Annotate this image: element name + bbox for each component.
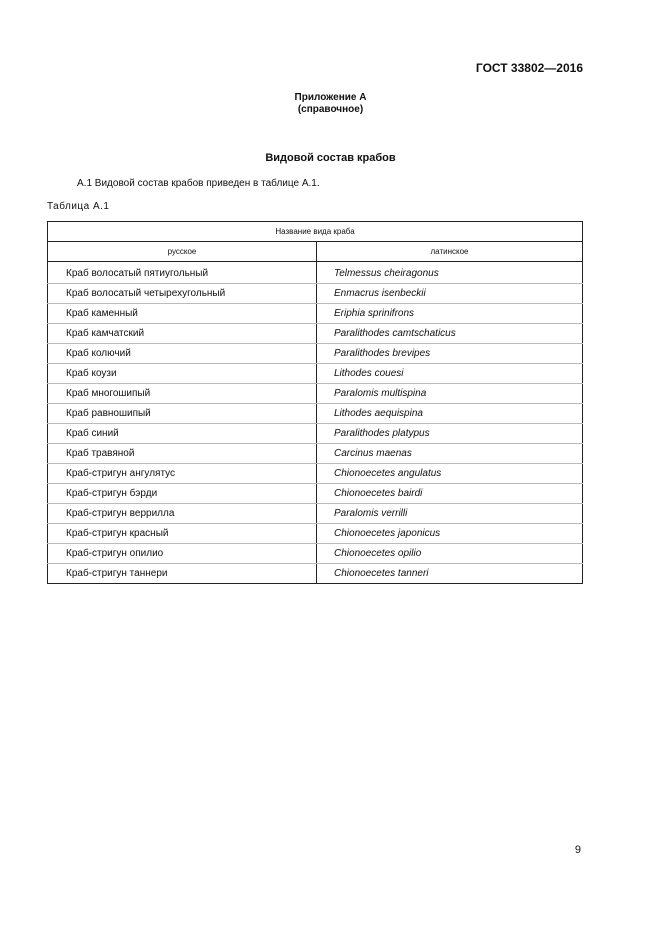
- cell-russian-name: Краб камчатский: [48, 324, 317, 344]
- cell-russian-name: Краб коузи: [48, 364, 317, 384]
- cell-latin-name: Chionoecetes tanneri: [317, 564, 583, 584]
- table-row: [48, 424, 583, 444]
- document-code: ГОСТ 33802—2016: [475, 61, 583, 75]
- table-row: [48, 304, 583, 324]
- table-row: [48, 524, 583, 544]
- cell-latin-name: Paralithodes camtschaticus: [317, 324, 583, 344]
- cell-latin-name: Paralomis multispina: [317, 384, 583, 404]
- table-row: [48, 384, 583, 404]
- appendix-subtitle: (справочное): [297, 104, 364, 115]
- appendix-title: Приложение А: [294, 92, 367, 103]
- cell-russian-name: Краб-стригун веррилла: [48, 504, 317, 524]
- crab-species-table: [47, 221, 583, 584]
- cell-latin-name: Carcinus maenas: [317, 444, 583, 464]
- cell-russian-name: Краб синий: [48, 424, 317, 444]
- table-row: [48, 544, 583, 564]
- cell-russian-name: Краб волосатый пятиугольный: [48, 262, 317, 284]
- intro-paragraph: А.1 Видовой состав крабов приведен в таблице А.1.: [77, 178, 320, 189]
- cell-latin-name: Eriphia sprinifrons: [317, 304, 583, 324]
- table-caption: Таблица А.1: [47, 201, 110, 212]
- cell-russian-name: Краб-стригун опилио: [48, 544, 317, 564]
- cell-latin-name: Chionoecetes angulatus: [317, 464, 583, 484]
- cell-latin-name: Chionoecetes opilio: [317, 544, 583, 564]
- table-row: [48, 444, 583, 464]
- table-row: [48, 284, 583, 304]
- cell-russian-name: Краб-стригун таннери: [48, 564, 317, 584]
- table-row: [48, 464, 583, 484]
- cell-latin-name: Chionoecetes bairdi: [317, 484, 583, 504]
- cell-latin-name: Paralithodes platypus: [317, 424, 583, 444]
- cell-russian-name: Краб многошипый: [48, 384, 317, 404]
- cell-russian-name: Краб-стригун ангулятус: [48, 464, 317, 484]
- column-header-russian: русское: [48, 242, 317, 262]
- table-body: [48, 262, 583, 584]
- table-row: [48, 262, 583, 284]
- cell-russian-name: Краб-стригун красный: [48, 524, 317, 544]
- cell-latin-name: Enmacrus isenbeckii: [317, 284, 583, 304]
- table-row: [48, 564, 583, 584]
- table-row: [48, 324, 583, 344]
- cell-latin-name: Chionoecetes japonicus: [317, 524, 583, 544]
- cell-latin-name: Paralomis verrilli: [317, 504, 583, 524]
- table-row: [48, 484, 583, 504]
- cell-latin-name: Lithodes aequispina: [317, 404, 583, 424]
- cell-russian-name: Краб каменный: [48, 304, 317, 324]
- appendix-heading: [0, 92, 661, 116]
- column-header-latin: латинское: [317, 242, 583, 262]
- table-row: [48, 504, 583, 524]
- page-number: 9: [574, 844, 581, 856]
- cell-russian-name: Краб колючий: [48, 344, 317, 364]
- cell-russian-name: Краб травяной: [48, 444, 317, 464]
- table-row: [48, 404, 583, 424]
- table-header-main: Название вида краба: [48, 222, 583, 242]
- cell-russian-name: Краб-стригун бэрди: [48, 484, 317, 504]
- section-title: Видовой состав крабов: [265, 152, 396, 164]
- table-row: [48, 344, 583, 364]
- cell-russian-name: Краб равношипый: [48, 404, 317, 424]
- table-row: [48, 364, 583, 384]
- cell-russian-name: Краб волосатый четырехугольный: [48, 284, 317, 304]
- cell-latin-name: Paralithodes brevipes: [317, 344, 583, 364]
- cell-latin-name: Lithodes couesi: [317, 364, 583, 384]
- cell-latin-name: Telmessus cheiragonus: [317, 262, 583, 284]
